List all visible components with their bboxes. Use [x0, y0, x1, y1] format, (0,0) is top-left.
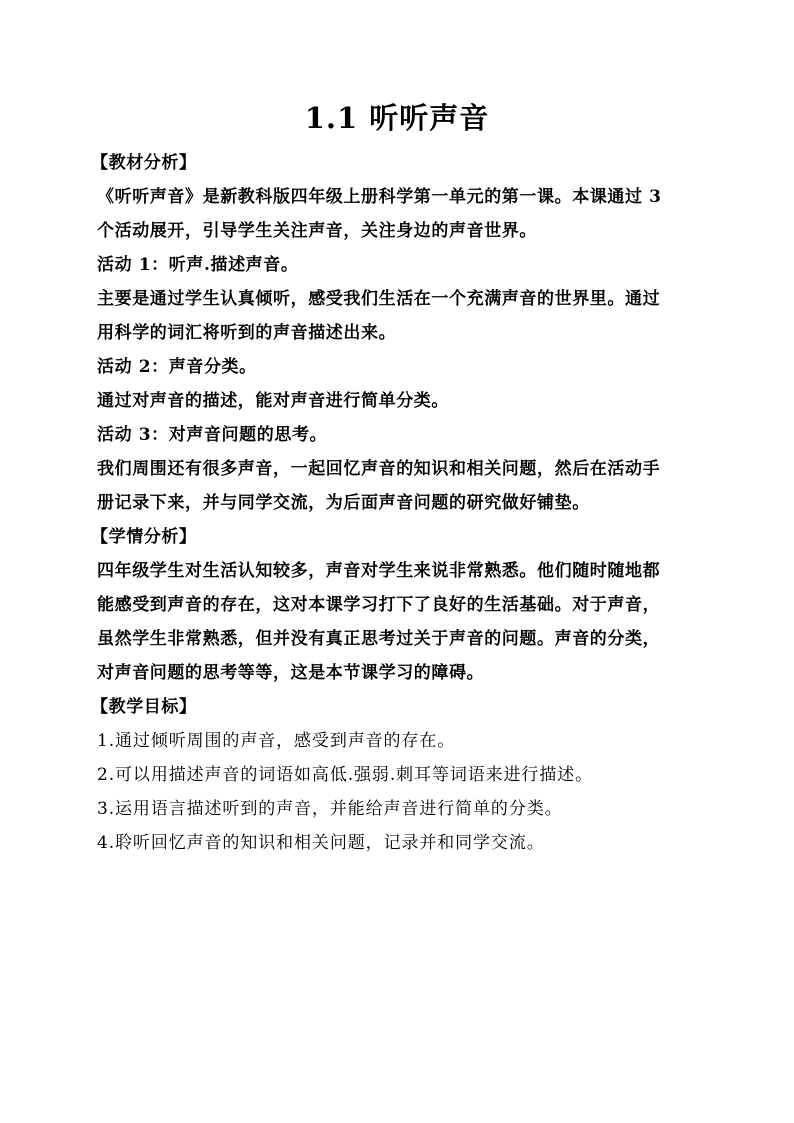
- paragraph-line: 我们周围还有很多声音，一起回忆声音的知识和相关问题，然后在活动手: [97, 459, 661, 479]
- goal-item: 4.聆听回忆声音的知识和相关问题，记录并和同学交流。: [97, 833, 545, 853]
- paragraph-line: 活动 3：对声音问题的思考。: [97, 425, 328, 445]
- paragraph-line: 四年级学生对生活认知较多，声音对学生来说非常熟悉。他们随时随地都: [97, 561, 661, 581]
- paragraph-line: 能感受到声音的存在，这对本课学习打下了良好的生活基础。对于声音，: [97, 595, 661, 615]
- goal-item: 1.通过倾听周围的声音，感受到声音的存在。: [97, 731, 456, 751]
- section-heading-material: 【教材分析】: [91, 153, 197, 173]
- paragraph-line: 活动 1：听声.描述声音。: [97, 255, 299, 275]
- paragraph-line: 虽然学生非常熟悉，但并没有真正思考过关于声音的问题。声音的分类，: [97, 629, 661, 649]
- goal-item: 3.运用语言描述听到的声音，并能给声音进行简单的分类。: [97, 799, 563, 819]
- paragraph-line: 《听听声音》是新教科版四年级上册科学第一单元的第一课。本课通过 3: [97, 187, 662, 207]
- page-title: 1.1 听听声音: [304, 101, 490, 135]
- paragraph-line: 主要是通过学生认真倾听，感受我们生活在一个充满声音的世界里。通过: [97, 289, 661, 309]
- paragraph-line: 对声音问题的思考等等，这是本节课学习的障碍。: [97, 663, 485, 683]
- paragraph-line: 用科学的词汇将听到的声音描述出来。: [97, 323, 397, 343]
- paragraph-line: 册记录下来，并与同学交流，为后面声音问题的研究做好铺垫。: [97, 493, 590, 513]
- goal-item: 2.可以用描述声音的词语如高低.强弱.刺耳等词语来进行描述。: [97, 765, 594, 785]
- section-heading-goals: 【教学目标】: [91, 697, 197, 717]
- paragraph-line: 个活动展开，引导学生关注声音，关注身边的声音世界。: [97, 221, 537, 241]
- paragraph-line: 通过对声音的描述，能对声音进行简单分类。: [97, 391, 449, 411]
- paragraph-line: 活动 2：声音分类。: [97, 357, 257, 377]
- section-heading-students: 【学情分析】: [91, 527, 197, 547]
- document-body: [91, 146, 697, 860]
